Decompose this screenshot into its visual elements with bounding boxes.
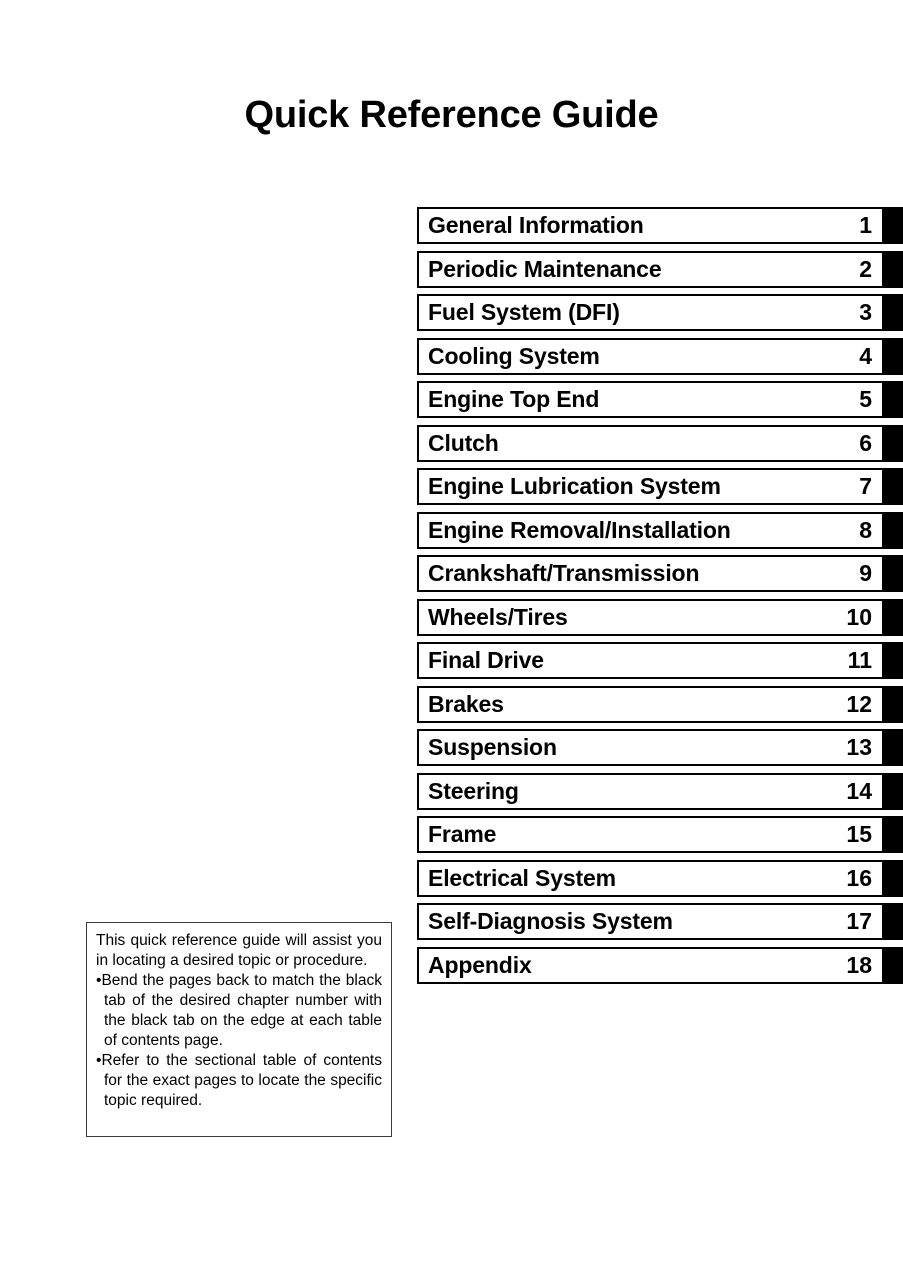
bullet-icon: • bbox=[96, 972, 102, 989]
chapter-box[interactable] bbox=[417, 425, 884, 462]
chapter-number: 10 bbox=[846, 603, 872, 630]
chapter-row[interactable] bbox=[417, 381, 903, 418]
chapter-row[interactable] bbox=[417, 686, 903, 723]
note-paragraph bbox=[96, 931, 382, 971]
chapter-black-tab bbox=[884, 512, 903, 549]
chapter-title: Self-Diagnosis System bbox=[428, 908, 673, 934]
chapter-box[interactable] bbox=[417, 294, 884, 331]
chapter-title: Engine Lubrication System bbox=[428, 473, 721, 499]
chapter-black-tab bbox=[884, 468, 903, 505]
chapter-number: 16 bbox=[846, 864, 872, 891]
chapter-title: Periodic Maintenance bbox=[428, 255, 662, 282]
chapter-black-tab bbox=[884, 425, 903, 462]
chapter-box[interactable] bbox=[417, 816, 884, 853]
chapter-black-tab bbox=[884, 294, 903, 331]
chapter-title: General Information bbox=[428, 212, 644, 238]
chapter-box[interactable] bbox=[417, 381, 884, 418]
chapter-row[interactable] bbox=[417, 729, 903, 766]
note-paragraph-text: This quick reference guide will assist you in locating a desired topic or procedure. bbox=[96, 932, 382, 969]
chapter-number: 8 bbox=[859, 516, 872, 543]
chapter-box[interactable] bbox=[417, 642, 884, 679]
chapter-black-tab bbox=[884, 251, 903, 288]
instructions-note-box bbox=[86, 922, 392, 1137]
note-bullet-paragraph bbox=[96, 1051, 382, 1111]
chapter-title: Wheels/Tires bbox=[428, 603, 568, 630]
chapter-black-tab bbox=[884, 207, 903, 244]
chapter-box[interactable] bbox=[417, 903, 884, 940]
chapter-black-tab bbox=[884, 686, 903, 723]
chapter-row[interactable] bbox=[417, 425, 903, 462]
note-bullet-paragraph bbox=[96, 971, 382, 1051]
chapter-row[interactable] bbox=[417, 599, 903, 636]
chapter-title: Fuel System (DFI) bbox=[428, 299, 620, 325]
chapter-row[interactable] bbox=[417, 903, 903, 940]
chapter-number: 3 bbox=[859, 299, 872, 325]
chapter-number: 13 bbox=[846, 734, 872, 760]
chapter-title: Final Drive bbox=[428, 647, 544, 673]
chapter-black-tab bbox=[884, 642, 903, 679]
chapter-box[interactable] bbox=[417, 512, 884, 549]
chapter-number: 5 bbox=[859, 386, 872, 412]
chapter-black-tab bbox=[884, 903, 903, 940]
chapter-black-tab bbox=[884, 816, 903, 853]
chapter-number: 15 bbox=[846, 821, 872, 847]
chapter-row[interactable] bbox=[417, 512, 903, 549]
chapter-black-tab bbox=[884, 599, 903, 636]
chapter-number: 17 bbox=[846, 908, 872, 934]
chapter-number: 9 bbox=[859, 560, 872, 586]
chapter-box[interactable] bbox=[417, 947, 884, 984]
chapter-row[interactable] bbox=[417, 860, 903, 897]
chapter-box[interactable] bbox=[417, 338, 884, 375]
chapter-box[interactable] bbox=[417, 729, 884, 766]
chapter-title: Electrical System bbox=[428, 864, 616, 891]
chapter-black-tab bbox=[884, 773, 903, 810]
chapter-row[interactable] bbox=[417, 251, 903, 288]
note-paragraph-text: Refer to the sectional table of contents for the exact pages to locate the specific topic required. bbox=[101, 1052, 382, 1109]
chapter-number: 7 bbox=[859, 473, 872, 499]
chapter-row[interactable] bbox=[417, 207, 903, 244]
chapter-number: 18 bbox=[846, 951, 872, 978]
chapter-title: Engine Removal/Installation bbox=[428, 516, 731, 543]
chapter-box[interactable] bbox=[417, 773, 884, 810]
chapter-box[interactable] bbox=[417, 686, 884, 723]
chapter-black-tab bbox=[884, 947, 903, 984]
bullet-icon: • bbox=[96, 1052, 102, 1069]
chapter-number: 6 bbox=[859, 429, 872, 456]
chapter-number: 2 bbox=[859, 255, 872, 282]
chapter-box[interactable] bbox=[417, 555, 884, 592]
chapter-black-tab bbox=[884, 860, 903, 897]
chapter-row[interactable] bbox=[417, 468, 903, 505]
note-paragraph-text: Bend the pages back to match the black tab of the desired chapter number with the black tab on the edge at each table of contents page. bbox=[101, 972, 382, 1049]
chapter-title: Cooling System bbox=[428, 342, 600, 369]
chapter-row[interactable] bbox=[417, 816, 903, 853]
chapter-row[interactable] bbox=[417, 773, 903, 810]
chapter-black-tab bbox=[884, 338, 903, 375]
chapter-box[interactable] bbox=[417, 251, 884, 288]
chapter-row[interactable] bbox=[417, 294, 903, 331]
chapter-number: 12 bbox=[846, 690, 872, 717]
chapter-title: Clutch bbox=[428, 429, 499, 456]
chapter-box[interactable] bbox=[417, 860, 884, 897]
chapter-box[interactable] bbox=[417, 468, 884, 505]
page-title: Quick Reference Guide bbox=[244, 94, 659, 136]
chapter-title: Frame bbox=[428, 821, 497, 847]
chapter-row[interactable] bbox=[417, 947, 903, 984]
chapter-title: Steering bbox=[428, 777, 519, 804]
chapter-number: 1 bbox=[859, 212, 872, 238]
chapter-box[interactable] bbox=[417, 599, 884, 636]
chapter-row[interactable] bbox=[417, 338, 903, 375]
chapter-title: Crankshaft/Transmission bbox=[428, 560, 700, 586]
chapter-black-tab bbox=[884, 729, 903, 766]
chapter-box[interactable] bbox=[417, 207, 884, 244]
chapter-title: Engine Top End bbox=[428, 386, 600, 412]
chapter-title: Appendix bbox=[428, 951, 532, 978]
chapter-number: 11 bbox=[847, 647, 872, 673]
chapter-number: 4 bbox=[859, 342, 872, 369]
chapter-black-tab bbox=[884, 381, 903, 418]
chapter-black-tab bbox=[884, 555, 903, 592]
chapter-title: Suspension bbox=[428, 734, 557, 760]
chapter-row[interactable] bbox=[417, 642, 903, 679]
chapter-row[interactable] bbox=[417, 555, 903, 592]
chapter-index-list bbox=[417, 207, 903, 990]
chapter-title: Brakes bbox=[428, 690, 504, 717]
chapter-number: 14 bbox=[846, 777, 872, 804]
